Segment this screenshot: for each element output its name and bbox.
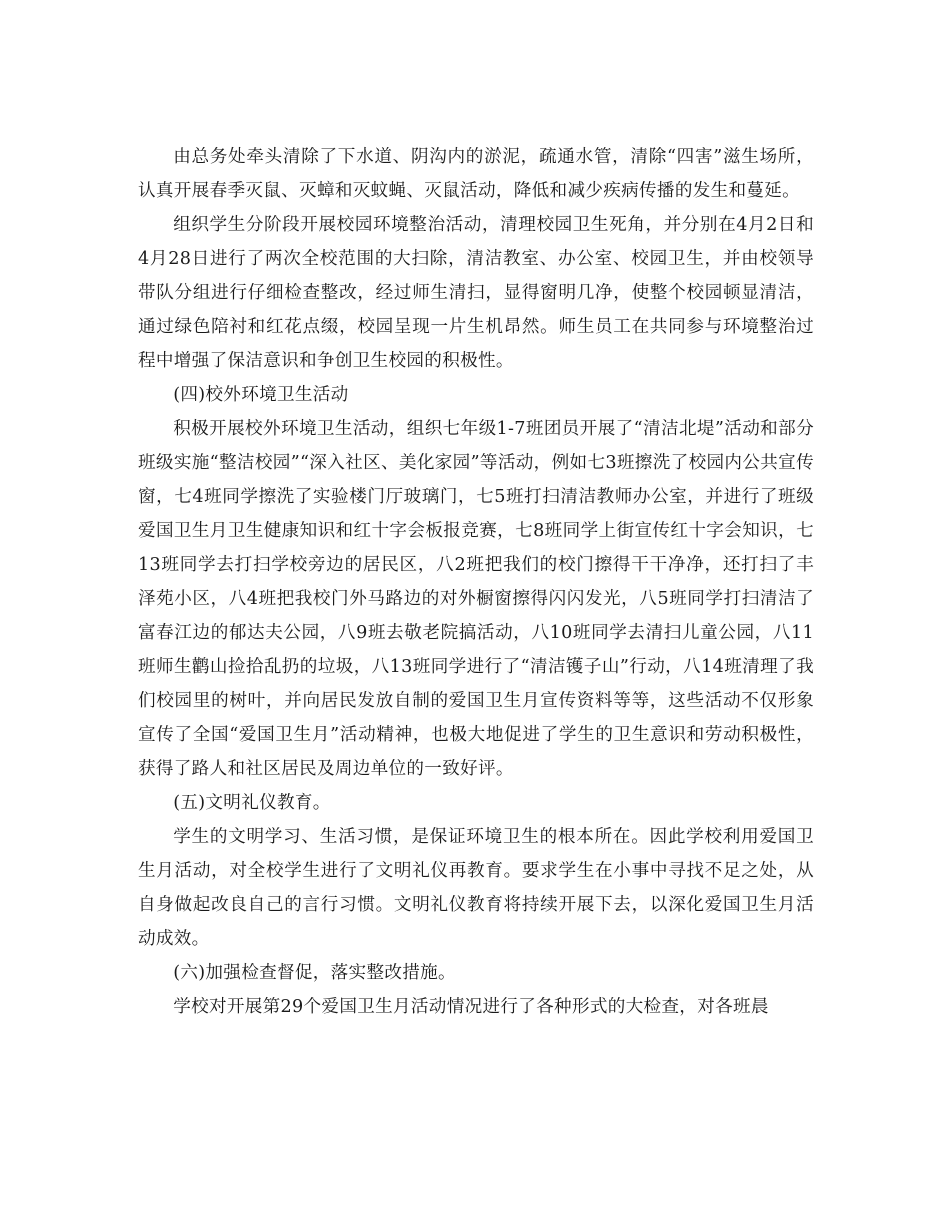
section-heading-6: (六)加强检查督促，落实整改措施。 [173,963,456,983]
document-body [138,140,814,1024]
paragraph-inspection: 学校对开展第29个爱国卫生月活动情况进行了各种形式的大检查，对各班晨 [173,997,769,1017]
paragraph-etiquette-education: 学生的文明学习、生活习惯，是保证环境卫生的根本所在。因此学校利用爱国卫生月活动，对全校学生进行了文明礼仪再教育。要求学生在小事中寻找不足之处，从自身做起改良自己的言行习惯。文明礼仪教育将持续开展下去，以深化爱国卫生月活动成效。 [138,827,814,949]
paragraph-pest-control: 由总务处牵头清除了下水道、阴沟内的淤泥，疏通水管，清除“四害”滋生场所，认真开展春季灭鼠、灭蟑和灭蚊蝇、灭鼠活动，降低和减少疾病传播的发生和蔓延。 [138,147,814,201]
section-heading-5: (五)文明礼仪教育。 [173,793,331,813]
paragraph-campus-cleanup: 组织学生分阶段开展校园环境整治活动，清理校园卫生死角，并分别在4月2日和4月28日进行了两次全校范围的大扫除，清洁教室、办公室、校园卫生，并由校领导带队分组进行仔细检查整改，经过师生清扫，显得窗明几净，使整个校园顿显清洁，通过绿色陪衬和红花点缀，校园呈现一片生机昂然。师生员工在共同参与环境整治过程中增强了保洁意识和争创卫生校园的积极性。 [138,215,814,371]
section-heading-4: (四)校外环境卫生活动 [173,385,349,405]
paragraph-offcampus-activities: 积极开展校外环境卫生活动，组织七年级1-7班团员开展了“清洁北堤”活动和部分班级实施“整洁校园”“深入社区、美化家园”等活动，例如七3班擦洗了校园内公共宣传窗，七4班同学擦洗了实验楼门厅玻璃门，七5班打扫清洁教师办公室，并进行了班级爱国卫生月卫生健康知识和红十字会板报竞赛，七8班同学上街宣传红十字会知识，七13班同学去打扫学校旁边的居民区，八2班把我们的校门擦得干干净净，还打扫了丰泽苑小区，八4班把我校门外马路边的对外橱窗擦得闪闪发光，八5班同学打扫清洁了富春江边的郁达夫公园，八9班去敬老院搞活动，八10班同学去清扫儿童公园，八11班师生鹳山捡拾乱扔的垃圾，八13班同学进行了“清洁镬子山”行动，八14班清理了我们校园里的树叶，并向居民发放自制的爱国卫生月宣传资料等等，这些活动不仅形象宣传了全国“爱国卫生月”活动精神，也极大地促进了学生的卫生意识和劳动积极性，获得了路人和社区居民及周边单位的一致好评。 [138,419,814,779]
